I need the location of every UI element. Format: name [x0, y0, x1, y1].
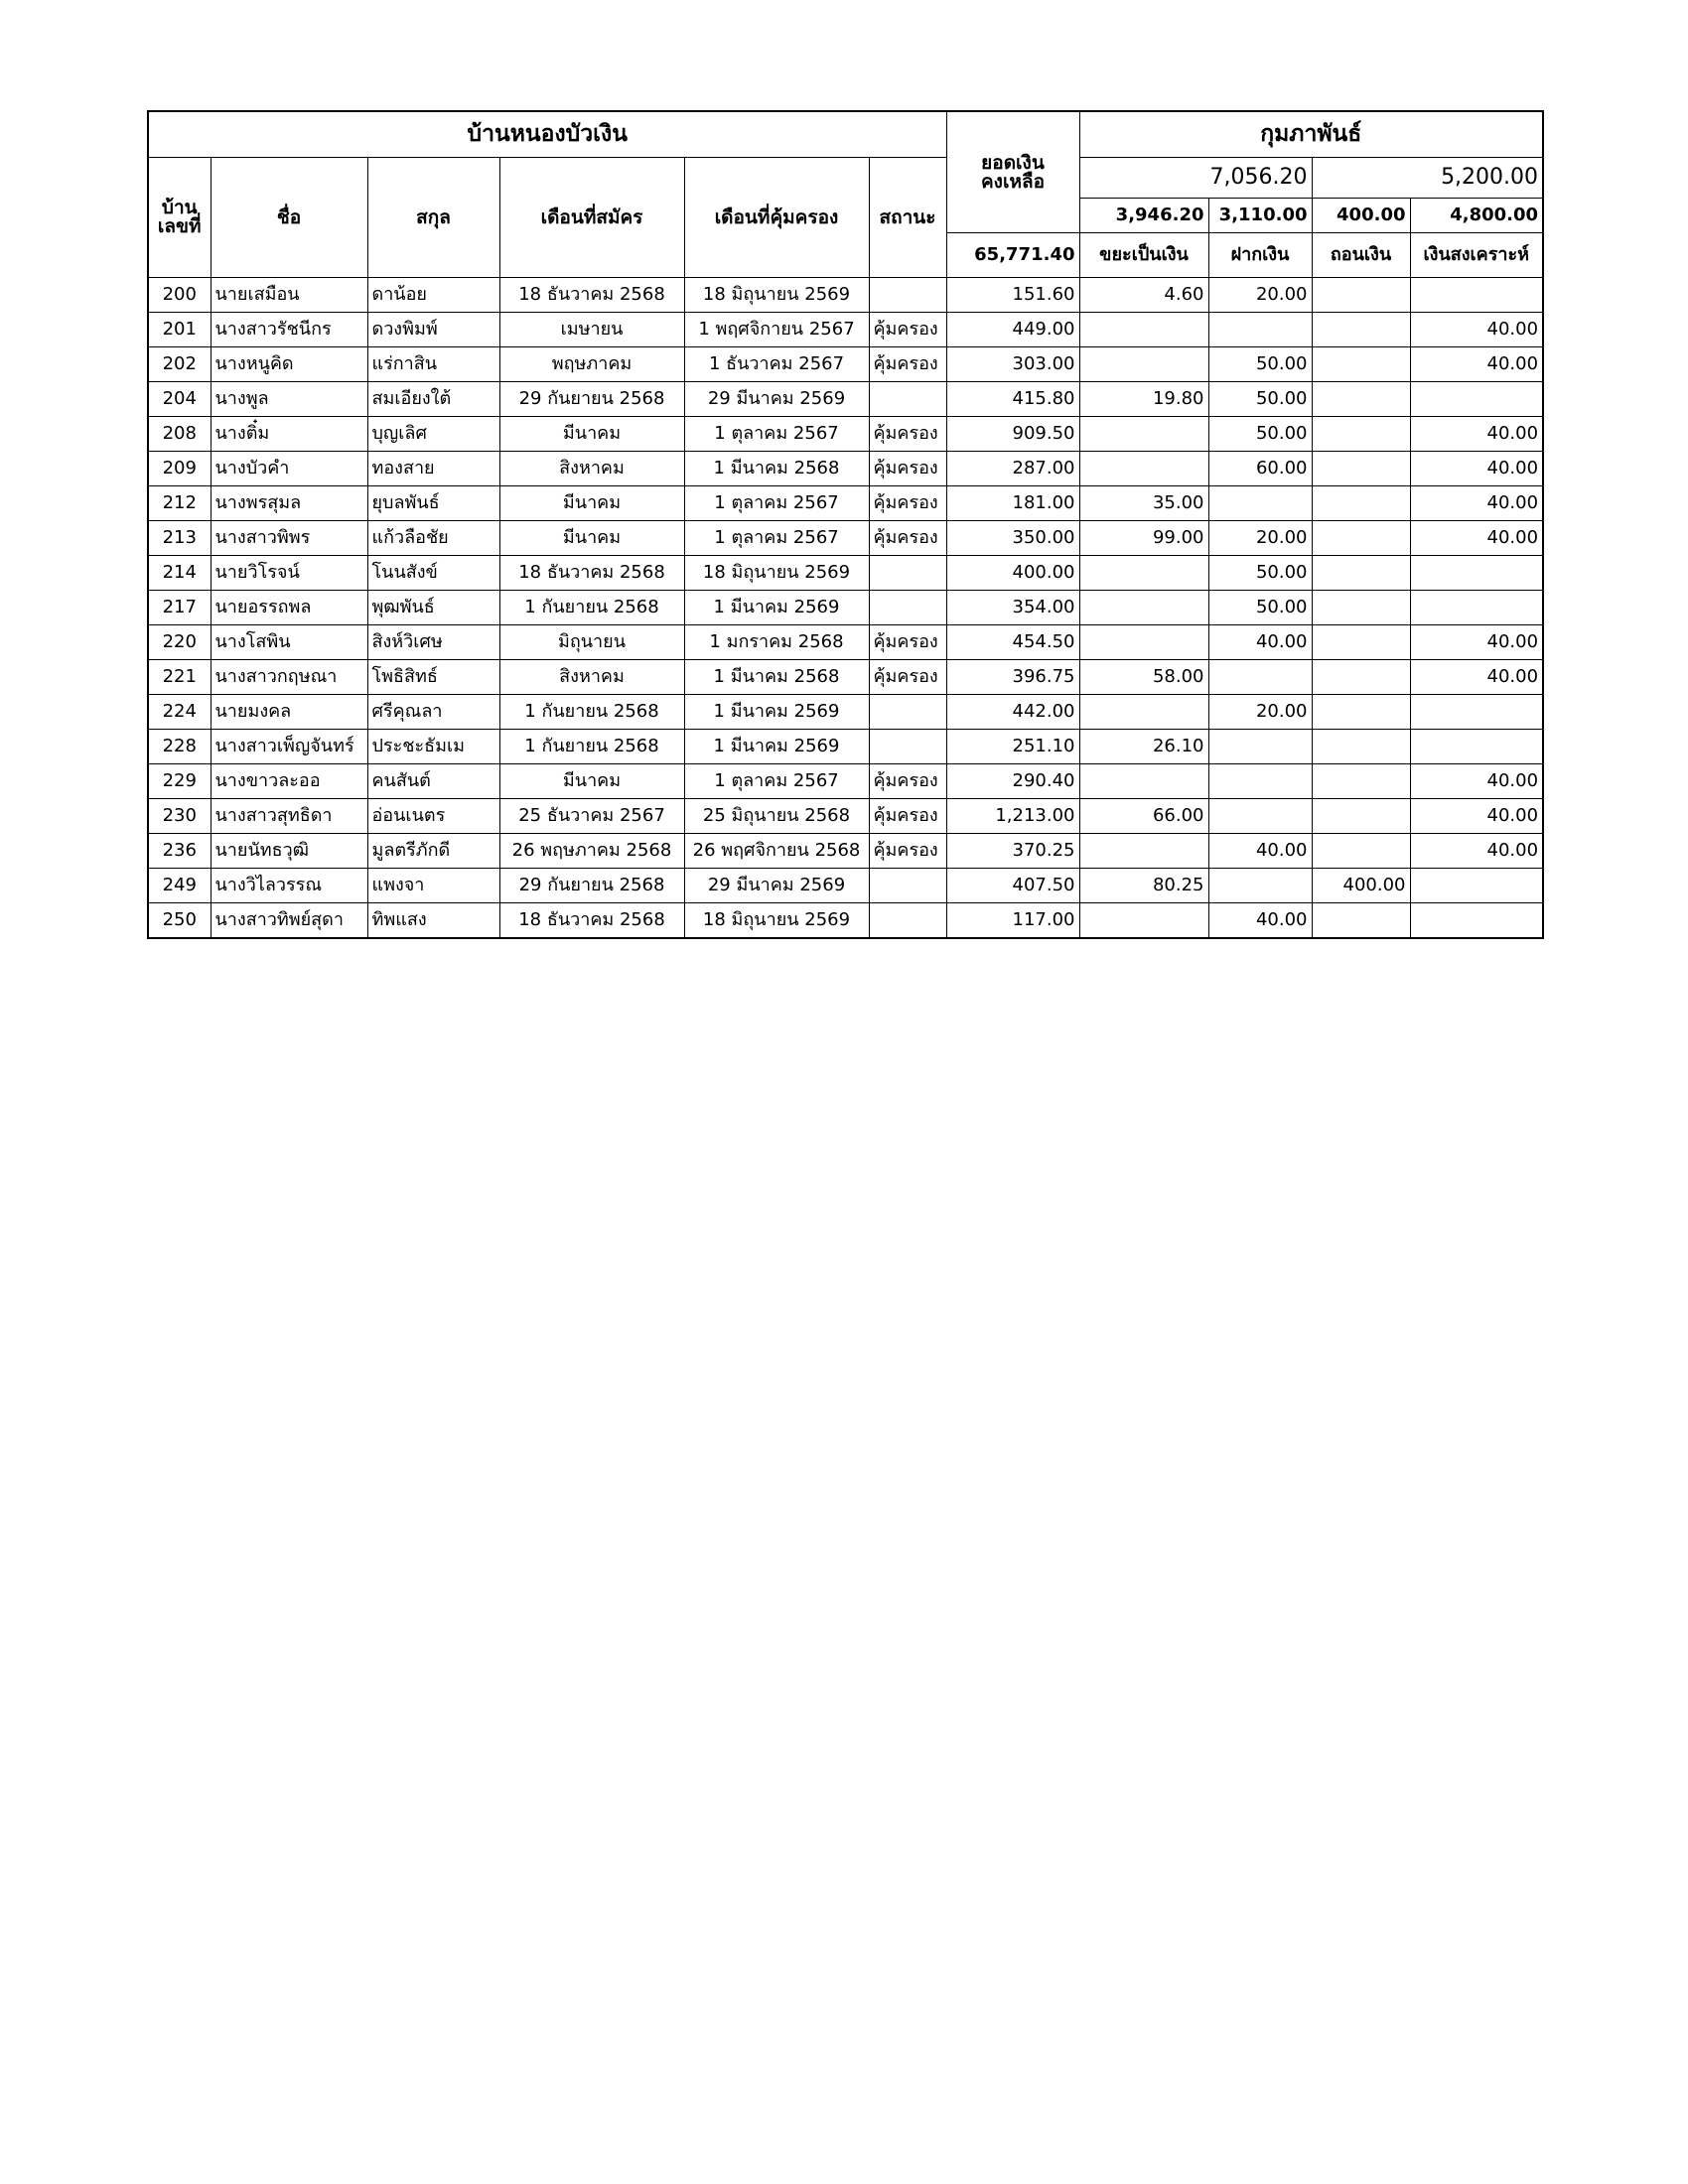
welfare-cell [1410, 382, 1543, 417]
protect-month-cell: 1 มกราคม 2568 [684, 625, 869, 660]
garbage-cell: 58.00 [1079, 660, 1208, 695]
balance-header-line2: คงเหลือ [980, 170, 1046, 193]
apply-month-cell: มีนาคม [499, 486, 684, 521]
surname-cell: ดวงพิมพ์ [367, 313, 499, 347]
withdraw-cell [1312, 417, 1410, 452]
protect-month-cell: 1 มีนาคม 2568 [684, 452, 869, 486]
table-row [148, 521, 1543, 556]
ledger-sheet [147, 110, 1542, 939]
status-cell: คุ้มครอง [869, 834, 946, 869]
table-row [148, 591, 1543, 625]
status-cell: คุ้มครอง [869, 347, 946, 382]
house-no-cell: 229 [148, 764, 211, 799]
garbage-cell: 99.00 [1079, 521, 1208, 556]
deposit-cell: 50.00 [1208, 556, 1312, 591]
name-cell: นางสาวกฤษณา [211, 660, 367, 695]
welfare-cell [1410, 278, 1543, 313]
balance-cell: 303.00 [946, 347, 1079, 382]
village-title: บ้านหนองบัวเงิน [148, 111, 946, 158]
garbage-cell [1079, 903, 1208, 939]
deposit-cell: 20.00 [1208, 521, 1312, 556]
withdraw-cell [1312, 486, 1410, 521]
table-row [148, 903, 1543, 939]
withdraw-cell [1312, 347, 1410, 382]
protect-month-cell: 29 มีนาคม 2569 [684, 869, 869, 903]
garbage-cell [1079, 625, 1208, 660]
status-cell: คุ้มครอง [869, 764, 946, 799]
balance-header [946, 111, 1079, 233]
protect-month-cell: 1 ธันวาคม 2567 [684, 347, 869, 382]
welfare-cell: 40.00 [1410, 521, 1543, 556]
apply-month-cell: เมษายน [499, 313, 684, 347]
deposit-cell [1208, 313, 1312, 347]
surname-cell: สมเอียงใต้ [367, 382, 499, 417]
name-cell: นายวิโรจน์ [211, 556, 367, 591]
apply-month-cell: มีนาคม [499, 417, 684, 452]
house-no-cell: 230 [148, 799, 211, 834]
garbage-cell [1079, 695, 1208, 730]
protect-month-cell: 1 มีนาคม 2569 [684, 730, 869, 764]
garbage-cell: 80.25 [1079, 869, 1208, 903]
balance-cell: 396.75 [946, 660, 1079, 695]
protect-month-cell: 1 มีนาคม 2568 [684, 660, 869, 695]
withdraw-header: ถอนเงิน [1312, 233, 1410, 278]
welfare-cell [1410, 556, 1543, 591]
withdraw-cell [1312, 660, 1410, 695]
status-cell [869, 556, 946, 591]
welfare-cell [1410, 903, 1543, 939]
deposit-cell: 50.00 [1208, 382, 1312, 417]
garbage-cell [1079, 313, 1208, 347]
withdraw-cell [1312, 625, 1410, 660]
name-header: ชื่อ [211, 158, 367, 278]
table-row [148, 730, 1543, 764]
name-cell: นางขาวละออ [211, 764, 367, 799]
table-row [148, 695, 1543, 730]
apply-month-cell: 1 กันยายน 2568 [499, 695, 684, 730]
table-row [148, 556, 1543, 591]
withdraw-cell [1312, 313, 1410, 347]
name-cell: นางสาวรัชนีกร [211, 313, 367, 347]
house-no-cell: 212 [148, 486, 211, 521]
surname-cell: มูลตรีภักดี [367, 834, 499, 869]
surname-cell: บุญเลิศ [367, 417, 499, 452]
balance-cell: 117.00 [946, 903, 1079, 939]
garbage-cell: 35.00 [1079, 486, 1208, 521]
surname-cell: แพงจา [367, 869, 499, 903]
balance-cell: 350.00 [946, 521, 1079, 556]
garbage-cell: 26.10 [1079, 730, 1208, 764]
deposit-cell: 40.00 [1208, 834, 1312, 869]
welfare-cell: 40.00 [1410, 486, 1543, 521]
table-row [148, 834, 1543, 869]
house-no-cell: 208 [148, 417, 211, 452]
status-cell [869, 903, 946, 939]
deposit-cell: 50.00 [1208, 347, 1312, 382]
house-no-cell: 214 [148, 556, 211, 591]
table-row [148, 660, 1543, 695]
apply-month-cell: 18 ธันวาคม 2568 [499, 278, 684, 313]
welfare-cell: 40.00 [1410, 764, 1543, 799]
garbage-cell [1079, 417, 1208, 452]
surname-cell: ทองสาย [367, 452, 499, 486]
name-cell: นางสาวพิพร [211, 521, 367, 556]
surname-cell: พุฒพันธ์ [367, 591, 499, 625]
garbage-cell: 19.80 [1079, 382, 1208, 417]
table-row [148, 382, 1543, 417]
status-cell: คุ้มครอง [869, 625, 946, 660]
house-no-cell: 209 [148, 452, 211, 486]
table-row [148, 452, 1543, 486]
withdraw-cell [1312, 730, 1410, 764]
surname-cell: คนสันต์ [367, 764, 499, 799]
surname-cell: โนนสังข์ [367, 556, 499, 591]
table-row [148, 869, 1543, 903]
table-row [148, 625, 1543, 660]
withdraw-cell [1312, 799, 1410, 834]
apply-month-cell: มิถุนายน [499, 625, 684, 660]
welfare-cell: 40.00 [1410, 625, 1543, 660]
name-cell: นายมงคล [211, 695, 367, 730]
expense-total: 5,200.00 [1312, 158, 1543, 199]
balance-grand-total: 65,771.40 [946, 233, 1079, 278]
garbage-cell: 4.60 [1079, 278, 1208, 313]
table-row [148, 764, 1543, 799]
surname-cell: แร่กาสิน [367, 347, 499, 382]
house-no-cell: 228 [148, 730, 211, 764]
withdraw-cell: 400.00 [1312, 869, 1410, 903]
name-cell: นางพรสุมล [211, 486, 367, 521]
deposit-cell [1208, 869, 1312, 903]
deposit-cell [1208, 730, 1312, 764]
protect-month-cell: 1 มีนาคม 2569 [684, 591, 869, 625]
garbage-cell [1079, 347, 1208, 382]
protect-month-cell: 1 ตุลาคม 2567 [684, 521, 869, 556]
protect-month-cell: 1 ตุลาคม 2567 [684, 764, 869, 799]
status-cell [869, 382, 946, 417]
deposit-cell: 40.00 [1208, 903, 1312, 939]
welfare-cell [1410, 730, 1543, 764]
garbage-cell [1079, 591, 1208, 625]
house-no-cell: 200 [148, 278, 211, 313]
garbage-cell: 66.00 [1079, 799, 1208, 834]
name-cell: นางสาวทิพย์สุดา [211, 903, 367, 939]
protect-month-cell: 1 มีนาคม 2569 [684, 695, 869, 730]
withdraw-cell [1312, 452, 1410, 486]
welfare-header: เงินสงเคราะห์ [1410, 233, 1543, 278]
month-header: กุมภาพันธ์ [1079, 111, 1543, 158]
balance-cell: 251.10 [946, 730, 1079, 764]
welfare-cell: 40.00 [1410, 313, 1543, 347]
house-no-cell: 236 [148, 834, 211, 869]
withdraw-cell [1312, 764, 1410, 799]
apply-month-header: เดือนที่สมัคร [499, 158, 684, 278]
name-cell: นางบัวคำ [211, 452, 367, 486]
balance-header-line1: ยอดเงิน [981, 151, 1045, 174]
protect-month-cell: 26 พฤศจิกายน 2568 [684, 834, 869, 869]
house-no-cell: 224 [148, 695, 211, 730]
name-cell: นางสาวเพ็ญจันทร์ [211, 730, 367, 764]
withdraw-cell [1312, 382, 1410, 417]
table-row [148, 486, 1543, 521]
deposit-cell [1208, 660, 1312, 695]
house-no-header [148, 158, 211, 278]
welfare-cell [1410, 869, 1543, 903]
apply-month-cell: 25 ธันวาคม 2567 [499, 799, 684, 834]
house-no-cell: 249 [148, 869, 211, 903]
apply-month-cell: 26 พฤษภาคม 2568 [499, 834, 684, 869]
welfare-cell: 40.00 [1410, 799, 1543, 834]
balance-cell: 909.50 [946, 417, 1079, 452]
apply-month-cell: สิงหาคม [499, 660, 684, 695]
status-cell [869, 278, 946, 313]
apply-month-cell: มีนาคม [499, 764, 684, 799]
surname-header: สกุล [367, 158, 499, 278]
garbage-cell [1079, 834, 1208, 869]
status-cell [869, 869, 946, 903]
house-no-cell: 221 [148, 660, 211, 695]
status-cell: คุ้มครอง [869, 799, 946, 834]
deposit-cell: 20.00 [1208, 695, 1312, 730]
surname-cell: แก้วลือชัย [367, 521, 499, 556]
apply-month-cell: 1 กันยายน 2568 [499, 591, 684, 625]
welfare-cell [1410, 591, 1543, 625]
welfare-total: 4,800.00 [1410, 199, 1543, 233]
status-cell: คุ้มครอง [869, 452, 946, 486]
apply-month-cell: 18 ธันวาคม 2568 [499, 556, 684, 591]
status-cell: คุ้มครอง [869, 313, 946, 347]
garbage-total: 3,946.20 [1079, 199, 1208, 233]
house-no-cell: 204 [148, 382, 211, 417]
deposit-cell: 40.00 [1208, 625, 1312, 660]
status-header: สถานะ [869, 158, 946, 278]
withdraw-cell [1312, 556, 1410, 591]
surname-cell: อ่อนเนตร [367, 799, 499, 834]
savings-ledger-table [147, 110, 1544, 939]
welfare-cell: 40.00 [1410, 834, 1543, 869]
welfare-cell: 40.00 [1410, 660, 1543, 695]
protect-month-header: เดือนที่คุ้มครอง [684, 158, 869, 278]
deposit-cell [1208, 799, 1312, 834]
garbage-header: ขยะเป็นเงิน [1079, 233, 1208, 278]
status-cell [869, 591, 946, 625]
balance-cell: 287.00 [946, 452, 1079, 486]
apply-month-cell: 1 กันยายน 2568 [499, 730, 684, 764]
house-no-cell: 250 [148, 903, 211, 939]
house-no-cell: 202 [148, 347, 211, 382]
withdraw-cell [1312, 695, 1410, 730]
balance-cell: 449.00 [946, 313, 1079, 347]
status-cell: คุ้มครอง [869, 486, 946, 521]
name-cell: นายเสมือน [211, 278, 367, 313]
withdraw-total: 400.00 [1312, 199, 1410, 233]
protect-month-cell: 1 พฤศจิกายน 2567 [684, 313, 869, 347]
balance-cell: 1,213.00 [946, 799, 1079, 834]
table-row [148, 799, 1543, 834]
apply-month-cell: พฤษภาคม [499, 347, 684, 382]
house-no-cell: 213 [148, 521, 211, 556]
status-cell: คุ้มครอง [869, 660, 946, 695]
welfare-cell: 40.00 [1410, 452, 1543, 486]
balance-cell: 370.25 [946, 834, 1079, 869]
name-cell: นายอรรถพล [211, 591, 367, 625]
withdraw-cell [1312, 278, 1410, 313]
protect-month-cell: 18 มิถุนายน 2569 [684, 903, 869, 939]
protect-month-cell: 18 มิถุนายน 2569 [684, 278, 869, 313]
surname-cell: ประชะธัมเม [367, 730, 499, 764]
welfare-cell: 40.00 [1410, 347, 1543, 382]
deposit-total: 3,110.00 [1208, 199, 1312, 233]
apply-month-cell: 29 กันยายน 2568 [499, 869, 684, 903]
balance-cell: 181.00 [946, 486, 1079, 521]
garbage-cell [1079, 764, 1208, 799]
protect-month-cell: 1 ตุลาคม 2567 [684, 417, 869, 452]
apply-month-cell: 29 กันยายน 2568 [499, 382, 684, 417]
deposit-cell: 60.00 [1208, 452, 1312, 486]
surname-cell: ศรีคุณลา [367, 695, 499, 730]
surname-cell: สิงห์วิเศษ [367, 625, 499, 660]
table-row [148, 278, 1543, 313]
house-no-header-line2: เลขที่ [157, 215, 202, 237]
withdraw-cell [1312, 521, 1410, 556]
protect-month-cell: 1 ตุลาคม 2567 [684, 486, 869, 521]
deposit-cell: 50.00 [1208, 591, 1312, 625]
protect-month-cell: 18 มิถุนายน 2569 [684, 556, 869, 591]
surname-cell: ยุบลพันธ์ [367, 486, 499, 521]
name-cell: นายนัทธวุฒิ [211, 834, 367, 869]
welfare-cell [1410, 695, 1543, 730]
balance-cell: 354.00 [946, 591, 1079, 625]
table-row [148, 313, 1543, 347]
withdraw-cell [1312, 591, 1410, 625]
name-cell: นางติ๋ม [211, 417, 367, 452]
protect-month-cell: 29 มีนาคม 2569 [684, 382, 869, 417]
balance-cell: 415.80 [946, 382, 1079, 417]
status-cell [869, 695, 946, 730]
balance-cell: 151.60 [946, 278, 1079, 313]
apply-month-cell: สิงหาคม [499, 452, 684, 486]
name-cell: นางพูล [211, 382, 367, 417]
withdraw-cell [1312, 903, 1410, 939]
balance-cell: 454.50 [946, 625, 1079, 660]
withdraw-cell [1312, 834, 1410, 869]
status-cell: คุ้มครอง [869, 521, 946, 556]
name-cell: นางสาวสุทธิดา [211, 799, 367, 834]
welfare-cell: 40.00 [1410, 417, 1543, 452]
table-row [148, 417, 1543, 452]
income-total: 7,056.20 [1079, 158, 1312, 199]
deposit-header: ฝากเงิน [1208, 233, 1312, 278]
status-cell [869, 730, 946, 764]
deposit-cell: 50.00 [1208, 417, 1312, 452]
table-row [148, 347, 1543, 382]
status-cell: คุ้มครอง [869, 417, 946, 452]
balance-cell: 400.00 [946, 556, 1079, 591]
name-cell: นางหนูคิด [211, 347, 367, 382]
protect-month-cell: 25 มิถุนายน 2568 [684, 799, 869, 834]
deposit-cell: 20.00 [1208, 278, 1312, 313]
house-no-header-line1: บ้าน [161, 197, 198, 218]
balance-cell: 407.50 [946, 869, 1079, 903]
surname-cell: โพธิสิทธ์ [367, 660, 499, 695]
deposit-cell [1208, 764, 1312, 799]
garbage-cell [1079, 452, 1208, 486]
apply-month-cell: 18 ธันวาคม 2568 [499, 903, 684, 939]
name-cell: นางโสพิน [211, 625, 367, 660]
house-no-cell: 201 [148, 313, 211, 347]
house-no-cell: 220 [148, 625, 211, 660]
deposit-cell [1208, 486, 1312, 521]
balance-cell: 290.40 [946, 764, 1079, 799]
garbage-cell [1079, 556, 1208, 591]
house-no-cell: 217 [148, 591, 211, 625]
surname-cell: ทิพแสง [367, 903, 499, 939]
apply-month-cell: มีนาคม [499, 521, 684, 556]
balance-cell: 442.00 [946, 695, 1079, 730]
name-cell: นางวิไลวรรณ [211, 869, 367, 903]
surname-cell: ดาน้อย [367, 278, 499, 313]
